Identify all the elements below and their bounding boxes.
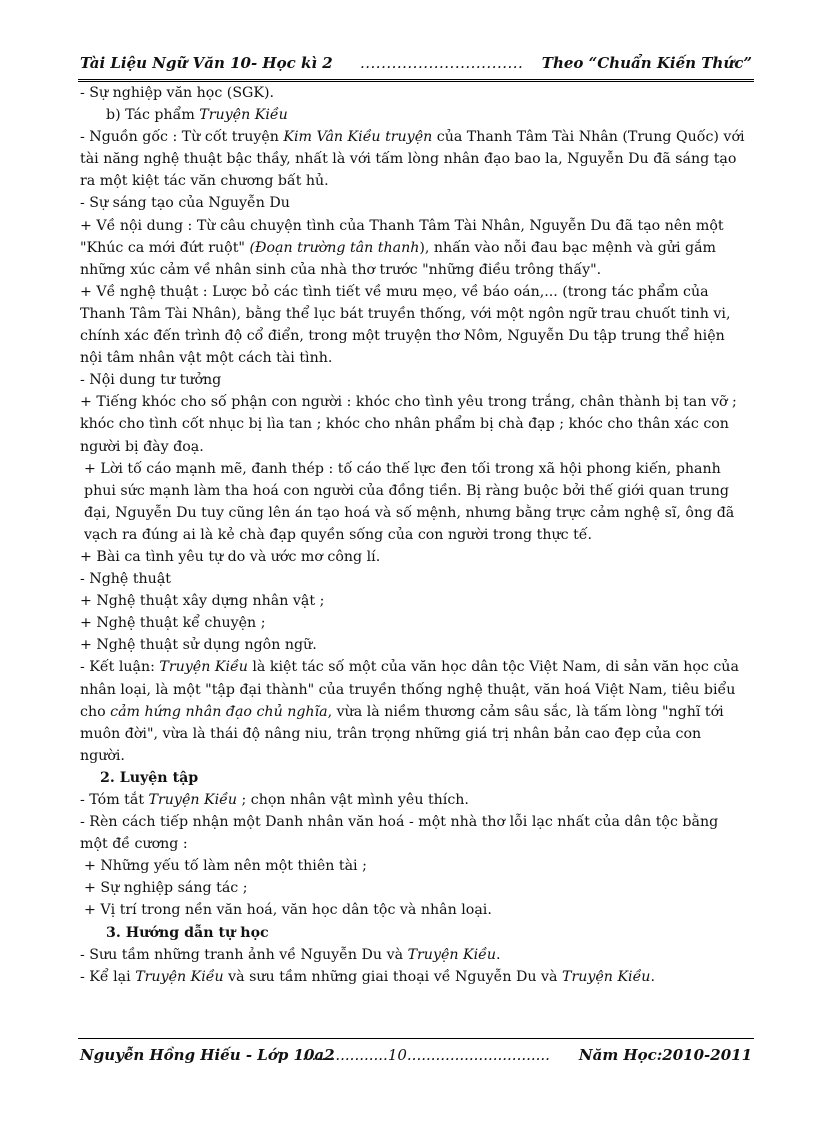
header-leader-dots: ...............................: [360, 54, 524, 72]
page-number: ..................10..............................: [302, 1046, 550, 1064]
list-item: + Sự nghiệp sáng tác ;: [84, 880, 248, 897]
paragraph: + Nghệ thuật sử dụng ngôn ngữ.: [80, 637, 317, 654]
page-header: [80, 52, 752, 76]
paragraph: - Sự nghiệp văn học (SGK).: [80, 85, 275, 101]
page-content: [80, 82, 746, 988]
paragraph: - Kết luận: Truyện Kiều là kiệt tác số một của văn học dân tộc Việt Nam, di sản văn học của nhân loại, là một "tập đại thành" của truyền thống nghệ thuật, văn hoá Việt Nam, tiêu biểu cho cảm hứng nhân đạo chủ nghĩa, vừa là niềm thương cảm sâu sắc, là tấm lòng "nghĩ tới muôn đời", vừa là thái độ nâng niu, trân trọng những giá trị nhân bản cao đẹp của con người.: [80, 659, 739, 764]
paragraph: + Nghệ thuật kể chuyện ;: [80, 615, 266, 632]
footer-rule: [78, 1038, 754, 1039]
paragraph: - Sự sáng tạo của Nguyễn Du: [80, 195, 290, 212]
paragraph: + Nghệ thuật xây dựng nhân vật ;: [80, 593, 325, 610]
subsection-heading: b) Tác phẩm Truyện Kiều: [106, 107, 288, 124]
list-item: + Những yếu tố làm nên một thiên tài ;: [84, 858, 367, 875]
footer-school-year: Năm Học:2010-2011: [578, 1046, 752, 1064]
header-title: Tài Liệu Ngữ Văn 10- Học kì 2: [80, 54, 333, 72]
paragraph: + Về nội dung : Từ câu chuyện tình của Thanh Tâm Tài Nhân, Nguyễn Du đã tạo nên một "Khúc ca mới đứt ruột" (Đoạn trường tân thanh), nhấn vào nỗi đau bạc mệnh và gửi gắm những xúc cảm về nhân sinh của nhà thơ trước "những điều trông thấy".: [80, 217, 724, 278]
paragraph: - Rèn cách tiếp nhận một Danh nhân văn hoá - một nhà thơ lỗi lạc nhất của dân tộc bằng một đề cương :: [80, 814, 719, 853]
paragraph: + Bài ca tình yêu tự do và ước mơ công lí.: [80, 548, 381, 565]
footer-author: Nguyễn Hồng Hiếu - Lớp 10a2: [80, 1046, 335, 1064]
paragraph: - Nội dung tư tưởng: [80, 372, 222, 389]
paragraph: - Tóm tắt Truyện Kiều ; chọn nhân vật mình yêu thích.: [80, 792, 469, 808]
paragraph: + Lời tố cáo mạnh mẽ, đanh thép : tố cáo thế lực đen tối trong xã hội phong kiến, phanh phui sức mạnh làm tha hoá con người của đồng tiền. Bị ràng buộc bởi thế giới quan trung đại, Nguyễn Du tuy cũng lên án tạo hoá và số mệnh, nhưng bằng trực cảm nghệ sĩ, ông đã vạch ra đúng ai là kẻ chà đạp quyền sống của con người trong thực tế.: [84, 460, 735, 543]
list-item: + Vị trí trong nền văn hoá, văn học dân tộc và nhân loại.: [84, 902, 492, 919]
header-subtitle: Theo “Chuẩn Kiến Thức”: [541, 54, 752, 72]
paragraph: - Sưu tầm những tranh ảnh về Nguyễn Du và Truyện Kiều.: [80, 946, 501, 963]
paragraph: + Tiếng khóc cho số phận con người : khóc cho tình yêu trong trắng, chân thành bị tan vỡ ; khóc cho tình cốt nhục bị lìa tan ; khóc cho nhân phẩm bị chà đạp ; khóc cho thân xác con người bị đày đoạ.: [80, 394, 737, 455]
paragraph: - Nghệ thuật: [80, 571, 171, 588]
paragraph: - Kể lại Truyện Kiều và sưu tầm những giai thoại về Nguyễn Du và Truyện Kiều.: [80, 968, 655, 985]
paragraph: - Nguồn gốc : Từ cốt truyện Kim Vân Kiều truyện của Thanh Tâm Tài Nhân (Trung Quốc) với tài năng nghệ thuật bậc thầy, nhất là với tấm lòng nhân đạo bao la, Nguyễn Du đã sáng tạo ra một kiệt tác văn chương bất hủ.: [80, 129, 745, 190]
paragraph: + Về nghệ thuật : Lược bỏ các tình tiết về mưu mẹo, về báo oán,... (trong tác phẩm của Thanh Tâm Tài Nhân), bằng thể lục bát truyền thống, với một ngôn ngữ trau chuốt tinh vi, chính xác đến trình độ cổ điển, trong một truyện thơ Nôm, Nguyễn Du tập trung thể hiện nội tâm nhân vật một cách tài tình.: [80, 283, 731, 367]
section-heading-practice: 2. Luyện tập: [100, 769, 199, 786]
section-heading-self-study: 3. Hướng dẫn tự học: [106, 924, 269, 941]
page-footer: [80, 1044, 752, 1070]
